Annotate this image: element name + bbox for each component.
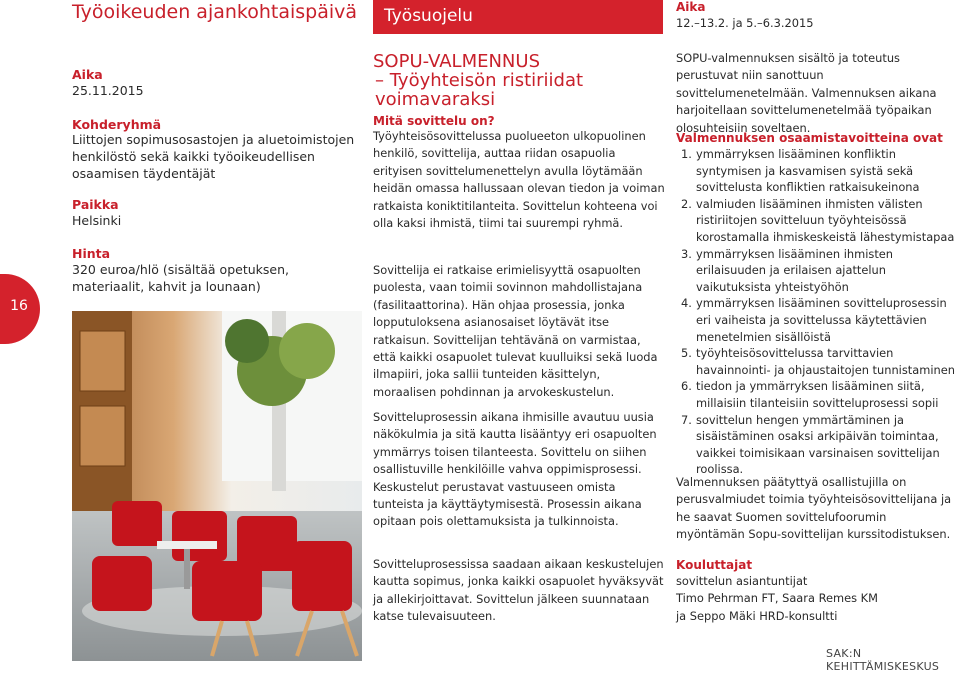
goal-number: 3. — [681, 246, 692, 261]
goal-text: työyhteisösovittelussa tarvittavien havainnointi- ja ohjaustaitojen tunnistaminen — [696, 346, 955, 377]
course-title — [373, 52, 663, 109]
goal-item — [676, 378, 958, 411]
goal-number: 7. — [681, 412, 692, 427]
paikka-label: Paikka — [72, 197, 119, 212]
trainers-label: Kouluttajat — [676, 558, 753, 572]
goal-item — [676, 196, 958, 246]
goals-heading: Valmennuksen osaamistavoitteina ovat — [676, 131, 943, 145]
paragraph-4: Sovitteluprosessissa saadaan aikaan keskustelujen kautta sopimus, jonka kaikki osapuolet hyväksyvät ja allekirjoittavat. Sovittelun jälkeen suunnataan katse tulevaisuuteen. — [373, 557, 664, 624]
goal-number: 6. — [681, 379, 692, 394]
trainers-text — [676, 573, 958, 625]
goal-text: ymmärryksen lisääminen sovitteluprosessin eri vaiheista ja sovittelussa käytettävien menetelmien sisällöistä — [696, 296, 947, 344]
paragraph-1: Työyhteisösovittelussa puolueeton ulkopuolinen henkilö, sovittelija, auttaa riidan osapuolia erityisen sovittelumenettelyn avulla löytämään heidän omassa hallussaan olevan tiedon ja voiman ratkaista koniktitilanteita. Sovittelun kohteena voi olla kaksi ihmistä, tiimi tai suurempi ryhmä. — [373, 129, 665, 231]
goal-item — [676, 146, 958, 196]
closing-paragraph: Valmennuksen päätyttyä osallistujilla on perusvalmiudet toimia työyhteisösovittelijana ja he saavat Suomen sovittelufoorumin myöntämän Sopu-sovittelijan kurssitodistuksen. — [676, 475, 952, 542]
trainers-line: ja Seppo Mäki HRD-konsultti — [676, 608, 838, 623]
paragraph-3: Sovitteluprosessin aikana ihmisille avautuu uusia näkökulmia ja sitä kautta lisääntyy eri osapuolten ymmärrys toisen tilanteesta. Sovittelu on siihen osallistuville henkilöille vahva oppimisprosessi. Keskustelut perustavat vastuuseen omista tunteista ja käyttäytymisestä. Prosessin aikana opitaan pois olettamuksista ja tulkinnoista. — [373, 410, 657, 529]
goal-number: 2. — [681, 196, 692, 211]
goal-item — [676, 246, 958, 296]
goal-text: tiedon ja ymmärryksen lisääminen siitä, millaisiin tilanteisiin sovitteluprosessi sopii — [696, 379, 939, 410]
kohderyhma-label: Kohderyhmä — [72, 117, 162, 132]
paikka-value: Helsinki — [72, 213, 122, 228]
section-header-title: Työsuojelu — [384, 6, 473, 26]
cafe-interior-photo — [72, 311, 362, 661]
intro-paragraph: SOPU-valmennuksen sisältö ja toteutus perustuvat niin sanottuun sovittelumenetelmään. Valmennuksen aikana harjoitellaan sovittelumenetelmää työpaikan olosuhteisiin soveltaen. — [676, 51, 937, 135]
hinta-text: 320 euroa/hlö (sisältää opetuksen, materiaalit, kahvit ja lounaan) — [72, 262, 289, 294]
kohderyhma-text: Liittojen sopimusosastojen ja aluetoimistojen henkilöstö sekä kaikki työoikeudellisen osaamisen täydentäjät — [72, 132, 355, 181]
goal-text: ymmärryksen lisääminen ihmisten erilaisuuden ja erilaisen ajattelun vaikutuksista yhteistyöhön — [696, 246, 894, 294]
goal-number: 1. — [681, 147, 692, 161]
goal-number: 4. — [681, 296, 692, 311]
question-heading: Mitä sovittelu on? — [373, 114, 495, 128]
aika-value: 25.11.2015 — [72, 83, 144, 98]
course-subtitle: – Työyhteisön ristiriidat voimavaraksi — [375, 70, 584, 110]
trainers-line: Timo Pehrman FT, Saara Remes KM — [676, 591, 878, 606]
goal-text: sovittelun hengen ymmärtäminen ja sisäistäminen osaksi arkipäivän toimintaa, vaikkei toimisikaan varsinaisen sovittelijan roolissa. — [696, 412, 940, 477]
trainers-line: sovittelun asiantuntijat — [676, 574, 808, 588]
goals-list — [676, 146, 958, 478]
aika-value-right: 12.–13.2. ja 5.–6.3.2015 — [676, 16, 814, 30]
hinta-label: Hinta — [72, 246, 111, 261]
paragraph-2: Sovittelija ei ratkaise erimielisyyttä osapuolten puolesta, vaan toimii sovinnon mahdollistajana (fasilitaattorina). Hän ohjaa prosessia, jonka lopputuloksena asianosaiset löytävät itse ratkaisun. Sovittelijan tehtävänä on varmistaa, että kaikki osapuolet tulevat kuulluiksi sekä luoda ilmapiiri, joka sallii tunteiden käsittelyn, moraalisen pohdinnan ja arvokeskustelun. — [373, 263, 658, 399]
goal-item — [676, 345, 958, 378]
goal-number: 5. — [681, 346, 692, 361]
goal-item — [676, 295, 958, 345]
footer-organization: SAK:N KEHITTÄMISKESKUS — [826, 647, 940, 673]
page-number: 16 — [10, 298, 28, 314]
aika-label: Aika — [72, 67, 103, 82]
course-title-main: SOPU-VALMENNUS — [373, 51, 541, 72]
event-title: Työoikeuden ajankohtaispäivä — [72, 1, 358, 23]
aika-label-right: Aika — [676, 0, 706, 14]
goal-item — [676, 412, 958, 478]
goal-text: valmiuden lisääminen ihmisten välisten ristiriitojen sovitteluun työyhteisössä korostamalla ihmiskeskeistä lähestymistapaa — [696, 196, 955, 244]
goal-text: ymmärryksen lisääminen konfliktin syntymisen ja kasvamisen syistä sekä sovittelusta konfliktien ratkaisukeinona — [696, 147, 920, 195]
